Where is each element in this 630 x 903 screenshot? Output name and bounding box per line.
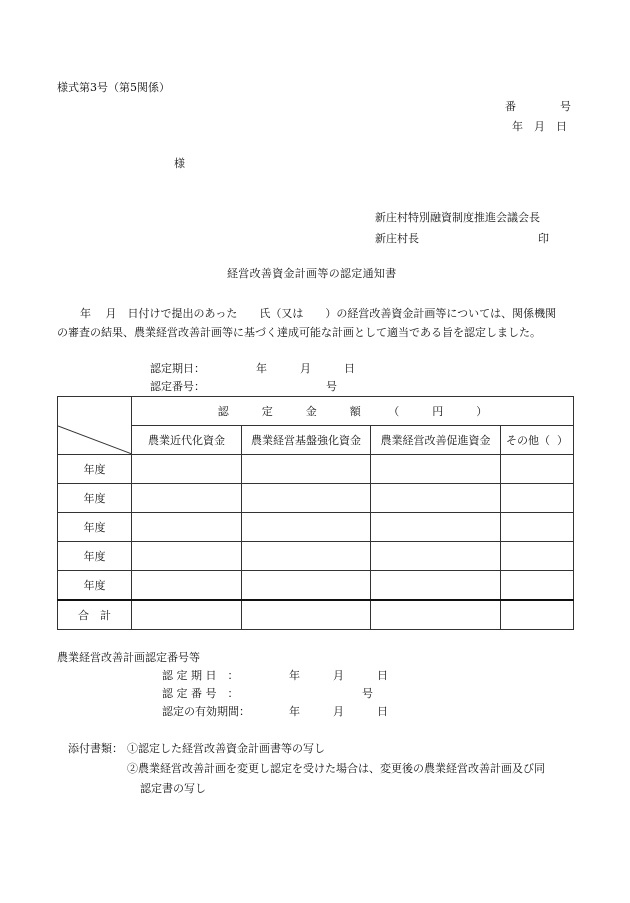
table-cell[interactable] bbox=[501, 484, 574, 513]
table-cell[interactable] bbox=[242, 513, 371, 542]
table-corner-cell bbox=[58, 397, 132, 455]
row-label: 年度 bbox=[58, 542, 132, 571]
plan-validity-value: 年 月 日 bbox=[289, 705, 388, 718]
body-text-line-2: の審査の結果、農業経営改善計画等に基づく達成可能な計画として適当である旨を認定しました。 bbox=[57, 326, 541, 339]
row-label: 年度 bbox=[58, 455, 132, 484]
table-cell[interactable] bbox=[242, 542, 371, 571]
plan-section-title: 農業経営改善計画認定番号等 bbox=[57, 651, 200, 664]
table-row bbox=[58, 455, 574, 484]
diagonal-line bbox=[58, 397, 132, 454]
table-cell[interactable] bbox=[132, 571, 242, 601]
table-cell[interactable] bbox=[132, 542, 242, 571]
table-cell[interactable] bbox=[132, 513, 242, 542]
row-label: 年度 bbox=[58, 571, 132, 601]
row-label: 年度 bbox=[58, 484, 132, 513]
certification-number-value: 号 bbox=[326, 380, 337, 393]
table-cell[interactable] bbox=[132, 455, 242, 484]
column-header: 農業近代化資金 bbox=[132, 426, 242, 455]
seal-mark: 印 bbox=[538, 232, 549, 245]
table-cell[interactable] bbox=[371, 600, 501, 630]
table-cell[interactable] bbox=[501, 600, 574, 630]
document-title: 経営改善資金計画等の認定通知書 bbox=[227, 267, 397, 280]
table-cell[interactable] bbox=[371, 542, 501, 571]
table-cell[interactable] bbox=[242, 455, 371, 484]
table-row bbox=[58, 513, 574, 542]
table-cell[interactable] bbox=[132, 484, 242, 513]
plan-number-value: 号 bbox=[362, 687, 373, 700]
table-total-row bbox=[58, 600, 574, 630]
certification-number-label: 認定番号： bbox=[150, 380, 205, 393]
plan-date-label: 認 定 期 日 ： bbox=[162, 669, 239, 682]
attachment-item-1: ①認定した経営改善資金計画書等の写し bbox=[127, 742, 325, 755]
issuer-title: 新庄村長 bbox=[375, 232, 419, 245]
attachment-item-2-continued: 認定書の写し bbox=[140, 782, 206, 795]
table-cell[interactable] bbox=[501, 513, 574, 542]
attachment-item-2: ②農業経営改善計画を変更し認定を受けた場合は、変更後の農業経営改善計画及び同 bbox=[127, 762, 545, 775]
recipient-honorific: 様 bbox=[174, 157, 185, 170]
table-row bbox=[58, 542, 574, 571]
certification-date-label: 認定期日： bbox=[150, 362, 205, 375]
plan-date-value: 年 月 日 bbox=[289, 669, 388, 682]
table-cell[interactable] bbox=[371, 455, 501, 484]
certified-amount-table bbox=[57, 396, 574, 630]
issuer-organization: 新庄村特別融資制度推進会議会長 bbox=[375, 211, 540, 224]
attachments-label: 添付書類： bbox=[68, 742, 123, 755]
body-text-line-1: 年 月 日付けで提出のあった 氏（又は ）の経営改善資金計画等については、関係機関 bbox=[80, 307, 557, 320]
table-cell[interactable] bbox=[132, 600, 242, 630]
table-row bbox=[58, 571, 574, 601]
document-date-line: 年 月 日 bbox=[512, 120, 567, 133]
table-cell[interactable] bbox=[371, 513, 501, 542]
table-cell[interactable] bbox=[501, 455, 574, 484]
column-header: 農業経営基盤強化資金 bbox=[242, 426, 371, 455]
row-label: 年度 bbox=[58, 513, 132, 542]
document-number-line: 番 号 bbox=[505, 100, 571, 113]
table-cell[interactable] bbox=[242, 600, 371, 630]
table-cell[interactable] bbox=[242, 571, 371, 601]
plan-number-label: 認 定 番 号 ： bbox=[162, 687, 239, 700]
table-cell[interactable] bbox=[501, 542, 574, 571]
table-cell[interactable] bbox=[501, 571, 574, 601]
form-number-label: 様式第3号（第5関係） bbox=[57, 81, 170, 94]
certification-date-value: 年 月 日 bbox=[256, 362, 355, 375]
plan-validity-label: 認定の有効期間： bbox=[162, 705, 250, 718]
table-cell[interactable] bbox=[371, 484, 501, 513]
table-row bbox=[58, 484, 574, 513]
column-header: その他（ ） bbox=[501, 426, 574, 455]
table-cell[interactable] bbox=[242, 484, 371, 513]
total-label: 合 計 bbox=[58, 600, 132, 630]
table-group-header: 認 定 金 額 （ 円 ） bbox=[132, 397, 574, 426]
column-header: 農業経営改善促進資金 bbox=[371, 426, 501, 455]
table-cell[interactable] bbox=[371, 571, 501, 601]
